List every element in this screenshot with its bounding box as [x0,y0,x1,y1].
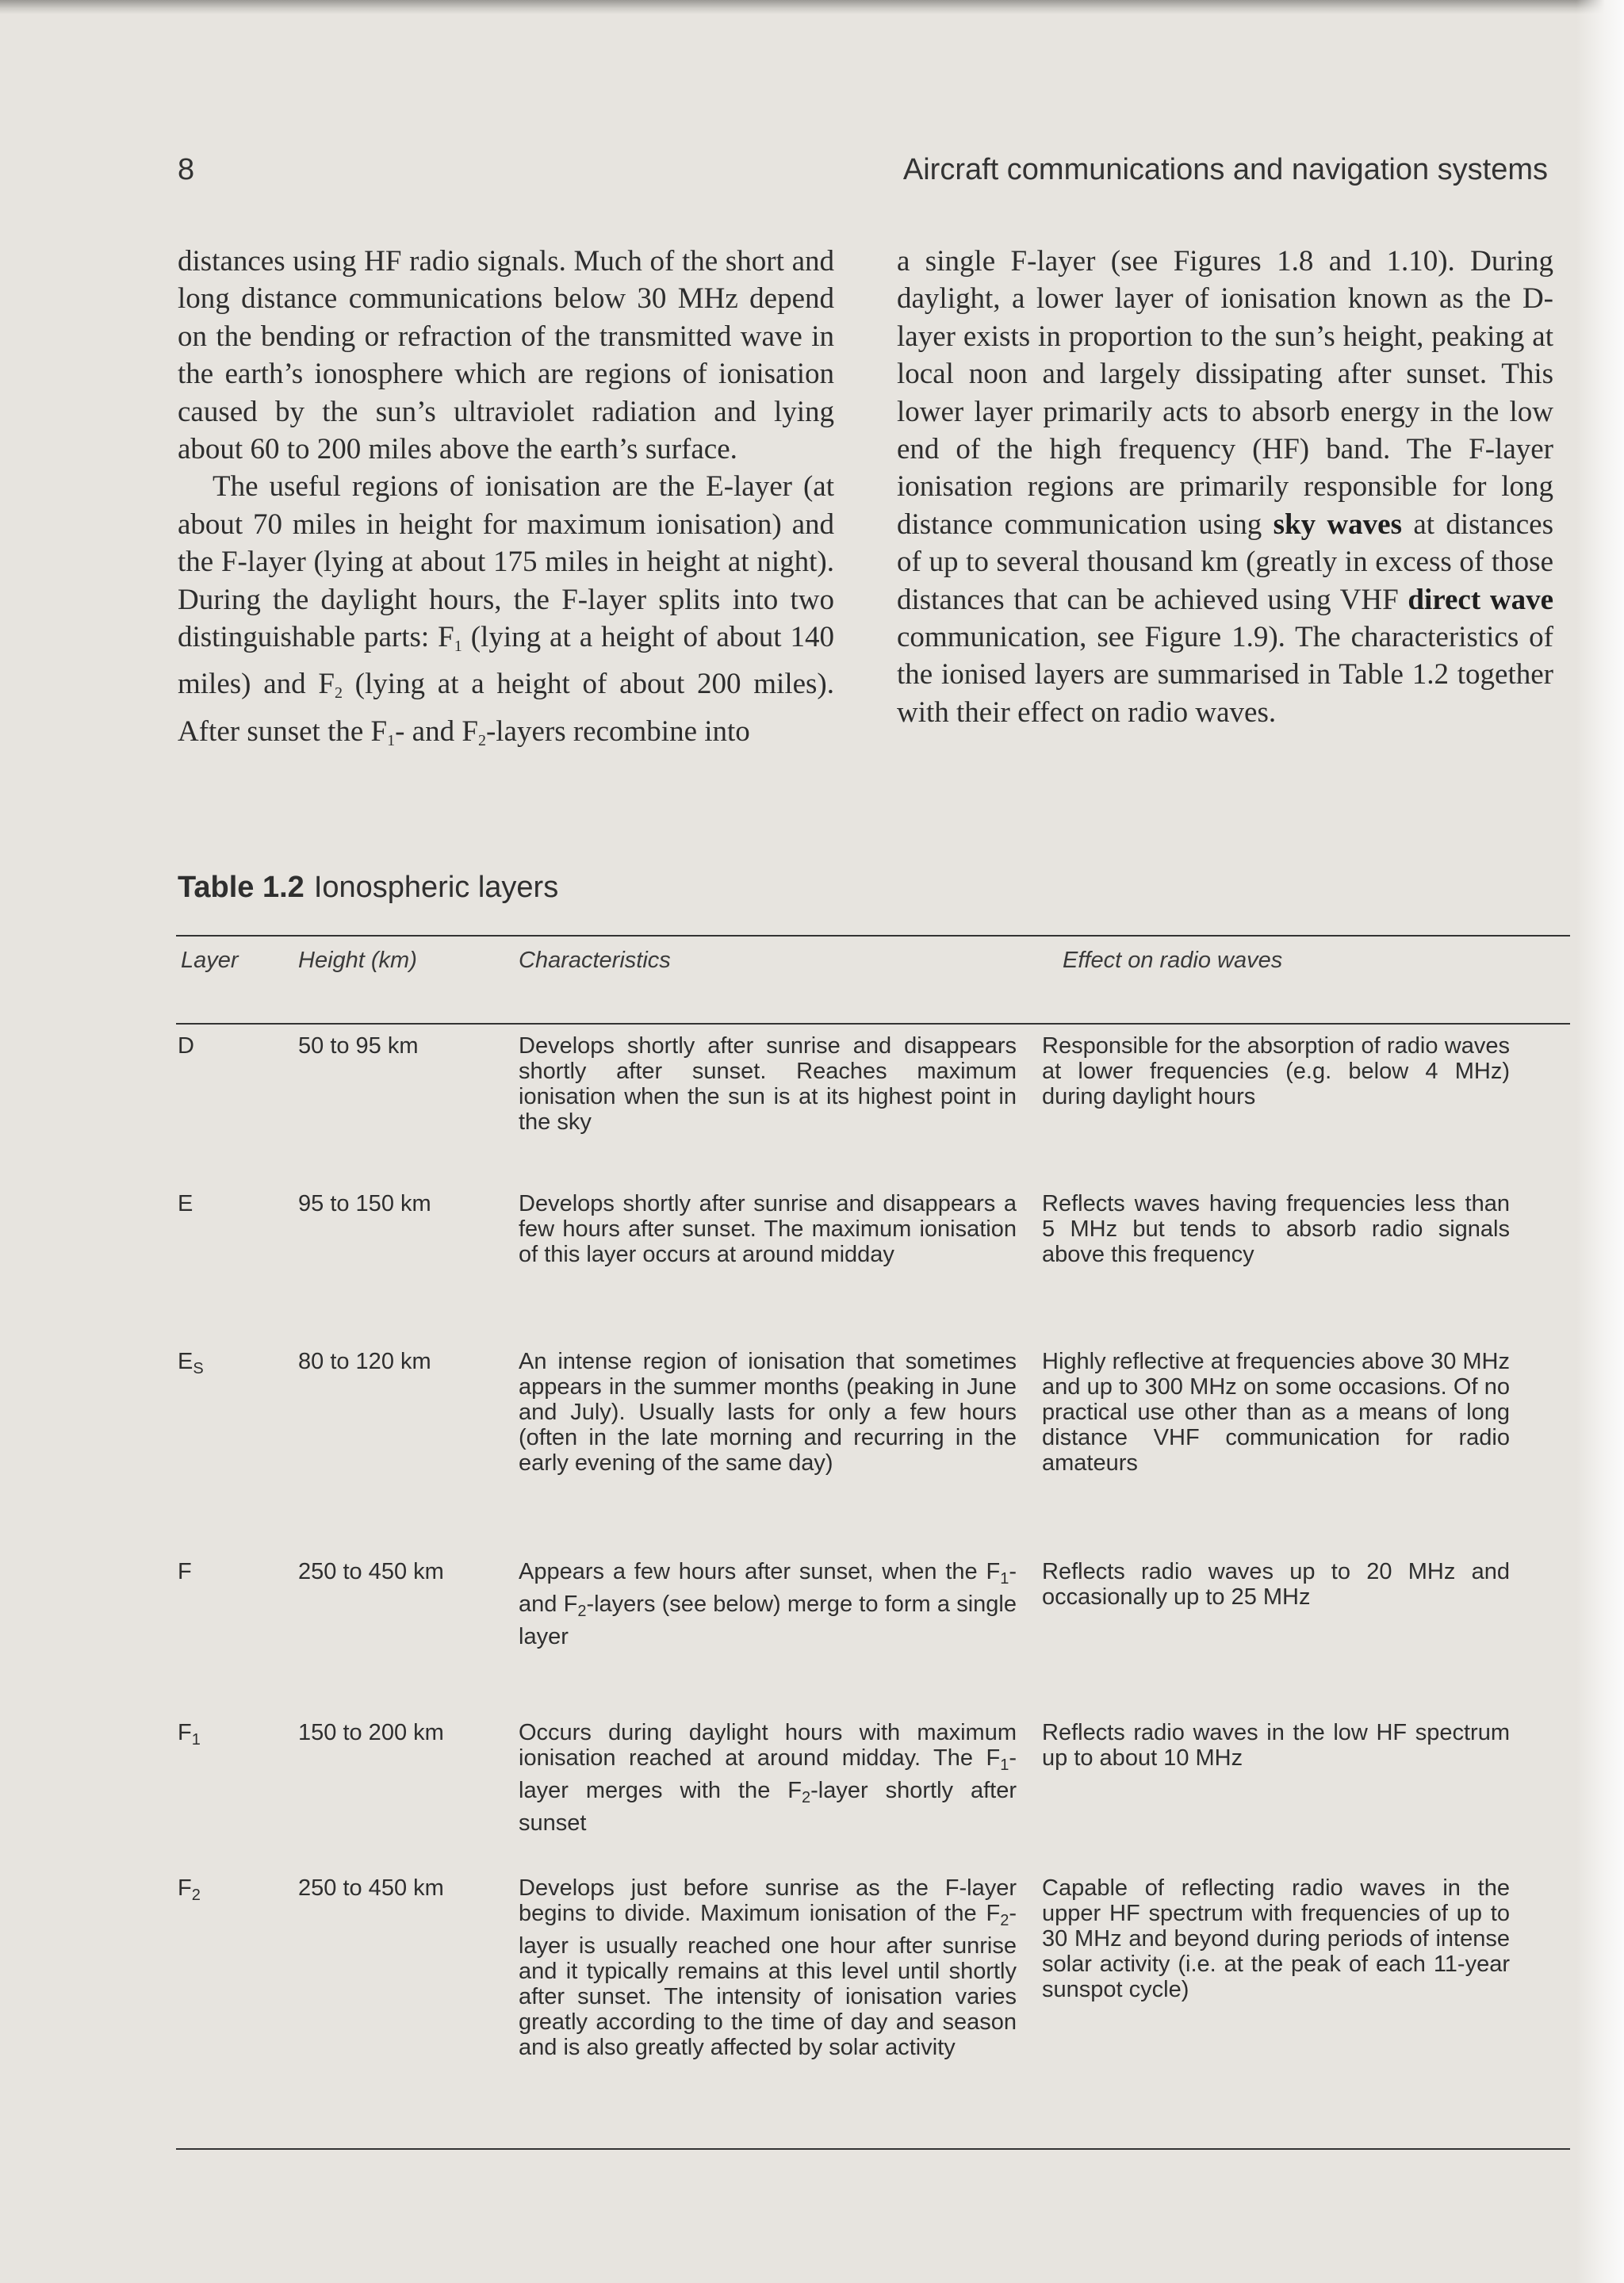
layer-name: F [178,1875,192,1901]
running-header [178,153,1548,193]
table-row [178,1875,1570,2082]
text-run: The useful regions of ionisation are the E-layer (at about 70 miles in height for maximum ionisation) and the F-layer (lying at about 175 miles in height at night). During the daylight hours, the F-layer splits into two distinguishable parts: F [178,470,834,654]
text-run: a single F-layer (see Figures 1.8 and 1.10). During daylight, a lower layer of ionisation known as the D-layer exists in proportion to the sun’s height, peaking at local noon and largely dissipating after sunset. This lower layer primarily acts to absorb energy in the low end of the high frequency (HF) band. The F-layer ionisation regions are primarily responsible for long distance communication using [897,245,1553,541]
text-run: - and F [519,1559,1017,1617]
layer-name: F [178,1559,192,1584]
cell-characteristics [519,1349,1017,1476]
scan-shadow-top [0,0,1624,14]
cell-characteristics [519,1033,1017,1135]
cell-layer [178,1875,298,1908]
subscript: 1 [387,731,396,749]
layer-subscript: 1 [191,1731,201,1749]
body-column-right [897,243,1553,731]
layer-name: D [178,1033,194,1059]
paragraph [178,468,834,760]
bold-term: direct wave [1408,583,1554,616]
cell-layer [178,1720,298,1752]
table-row [178,1720,1570,1875]
text-run: Occurs during daylight hours with maximum ionisation reached at around midday. The F [519,1720,1017,1771]
page-number: 8 [178,153,195,186]
cell-height: 250 to 450 km [298,1875,444,1901]
layer-subscript: 2 [191,1887,201,1904]
table-row [178,1191,1570,1349]
text-run: Develops just before sunrise as the F-layer begins to divide. Maximum ionisation of the F [519,1875,1017,1926]
cell-height: 150 to 200 km [298,1720,444,1745]
header-layer: Layer [181,948,239,973]
cell-characteristics [519,1720,1017,1836]
book-title: Aircraft communications and navigation systems [902,153,1548,186]
cell-effect: Reflects radio waves in the low HF spectrum up to about 10 MHz [1042,1720,1510,1771]
cell-layer [178,1559,298,1584]
cell-height: 80 to 120 km [298,1349,431,1374]
subscript: 2 [334,684,343,703]
subscript: 1 [454,638,462,656]
text-run: -layer merges with the F [519,1745,1017,1803]
paragraph [897,243,1553,731]
text-run: communication, see Figure 1.9). The characteristics of the ionised layers are summarised in Table 1.2 together with their effect on radio waves. [897,621,1553,729]
text-run: (lying at a height of about 200 miles). After sunset the F [178,668,834,748]
cell-effect: Highly reflective at frequencies above 30 MHz and up to 300 MHz on some occasions. Of no practical use other than as a means of long distance VHF communication for radio amateurs [1042,1349,1510,1476]
cell-effect: Reflects waves having frequencies less than 5 MHz but tends to absorb radio signals above this frequency [1042,1191,1510,1267]
layer-subscript: S [193,1360,204,1377]
subscript: 1 [1000,1570,1009,1588]
subscript: 2 [477,731,486,749]
cell-effect: Responsible for the absorption of radio waves at lower frequencies (e.g. below 4 MHz) during daylight hours [1042,1033,1510,1109]
text-run: Develops shortly after sunrise and disappears shortly after sunset. Reaches maximum ionisation when the sun is at its highest point in the sky [519,1033,1017,1135]
subscript: 1 [1000,1756,1009,1774]
cell-height: 50 to 95 km [298,1033,419,1059]
scan-fade-right [1576,0,1624,2283]
paragraph-text: distances using HF radio signals. Much of the short and long distance communications below 30 MHz depend on the bending or refraction of the transmitted wave in the earth’s ionosphere which are regions of ionisation caused by the sun’s ultraviolet radiation and lying about 60 to 200 miles above the earth’s surface. [178,245,834,466]
layer-name: E [178,1191,193,1216]
text-run: -layer shortly after sunset [519,1778,1017,1836]
text-run: -layer is usually reached one hour after sunrise and it typically remains at this level until shortly after sunset. The intensity of ionisation varies greatly according to the time of day and season and is also greatly affected by solar activity [519,1901,1017,2060]
subscript: 2 [802,1789,811,1806]
table-caption [178,871,558,905]
table-bottom-rule [176,2148,1570,2150]
layer-name: F [178,1720,192,1745]
cell-layer [178,1349,298,1381]
text-run: Appears a few hours after sunset, when the F [519,1559,1001,1584]
cell-effect: Reflects radio waves up to 20 MHz and occasionally up to 25 MHz [1042,1559,1510,1610]
table-number: Table 1.2 [178,871,304,904]
text-run: -layers (see below) merge to form a single layer [519,1592,1017,1649]
text-run: at distances of up to several thousand km (greatly in excess of those distances that can be achieved using VHF [897,508,1553,616]
text-run: - and F [395,714,478,748]
cell-height: 95 to 150 km [298,1191,431,1216]
cell-layer [178,1191,298,1216]
text-run: An intense region of ionisation that sometimes appears in the summer months (peaking in June and July). Usually lasts for only a few hours (often in the late morning and recurring in the early evening of the same day) [519,1349,1017,1476]
text-run: Develops shortly after sunrise and disappears a few hours after sunset. The maximum ionisation of this layer occurs at around midday [519,1191,1017,1267]
subscript: 2 [577,1603,587,1620]
cell-characteristics [519,1191,1017,1267]
header-effect: Effect on radio waves [1063,948,1283,973]
cell-characteristics [519,1875,1017,2060]
bold-term: sky waves [1273,508,1402,541]
subscript: 2 [1000,1912,1009,1929]
layer-name: E [178,1349,193,1374]
text-run: -layers recombine into [485,714,750,748]
header-characteristics: Characteristics [519,948,671,973]
cell-effect: Capable of reflecting radio waves in the upper HF spectrum with frequencies of up to 30 MHz and beyond during periods of intense solar activity (i.e. at the peak of each 11-year sunspot cycle) [1042,1875,1510,2002]
table-row [178,1349,1570,1559]
header-height: Height (km) [298,948,417,973]
paragraph [178,243,834,468]
table-row [178,1559,1570,1720]
table-title: Ionospheric layers [313,871,559,904]
table-header-rule [176,1023,1570,1025]
table-top-rule [176,935,1570,937]
table-body [178,1033,1570,2082]
body-column-left [178,243,834,760]
text-run: (lying at a height of about 140 miles) and F [178,621,834,701]
cell-layer [178,1033,298,1059]
cell-height: 250 to 450 km [298,1559,444,1584]
cell-characteristics [519,1559,1017,1649]
table-row [178,1033,1570,1191]
table-header-row [178,948,1570,979]
